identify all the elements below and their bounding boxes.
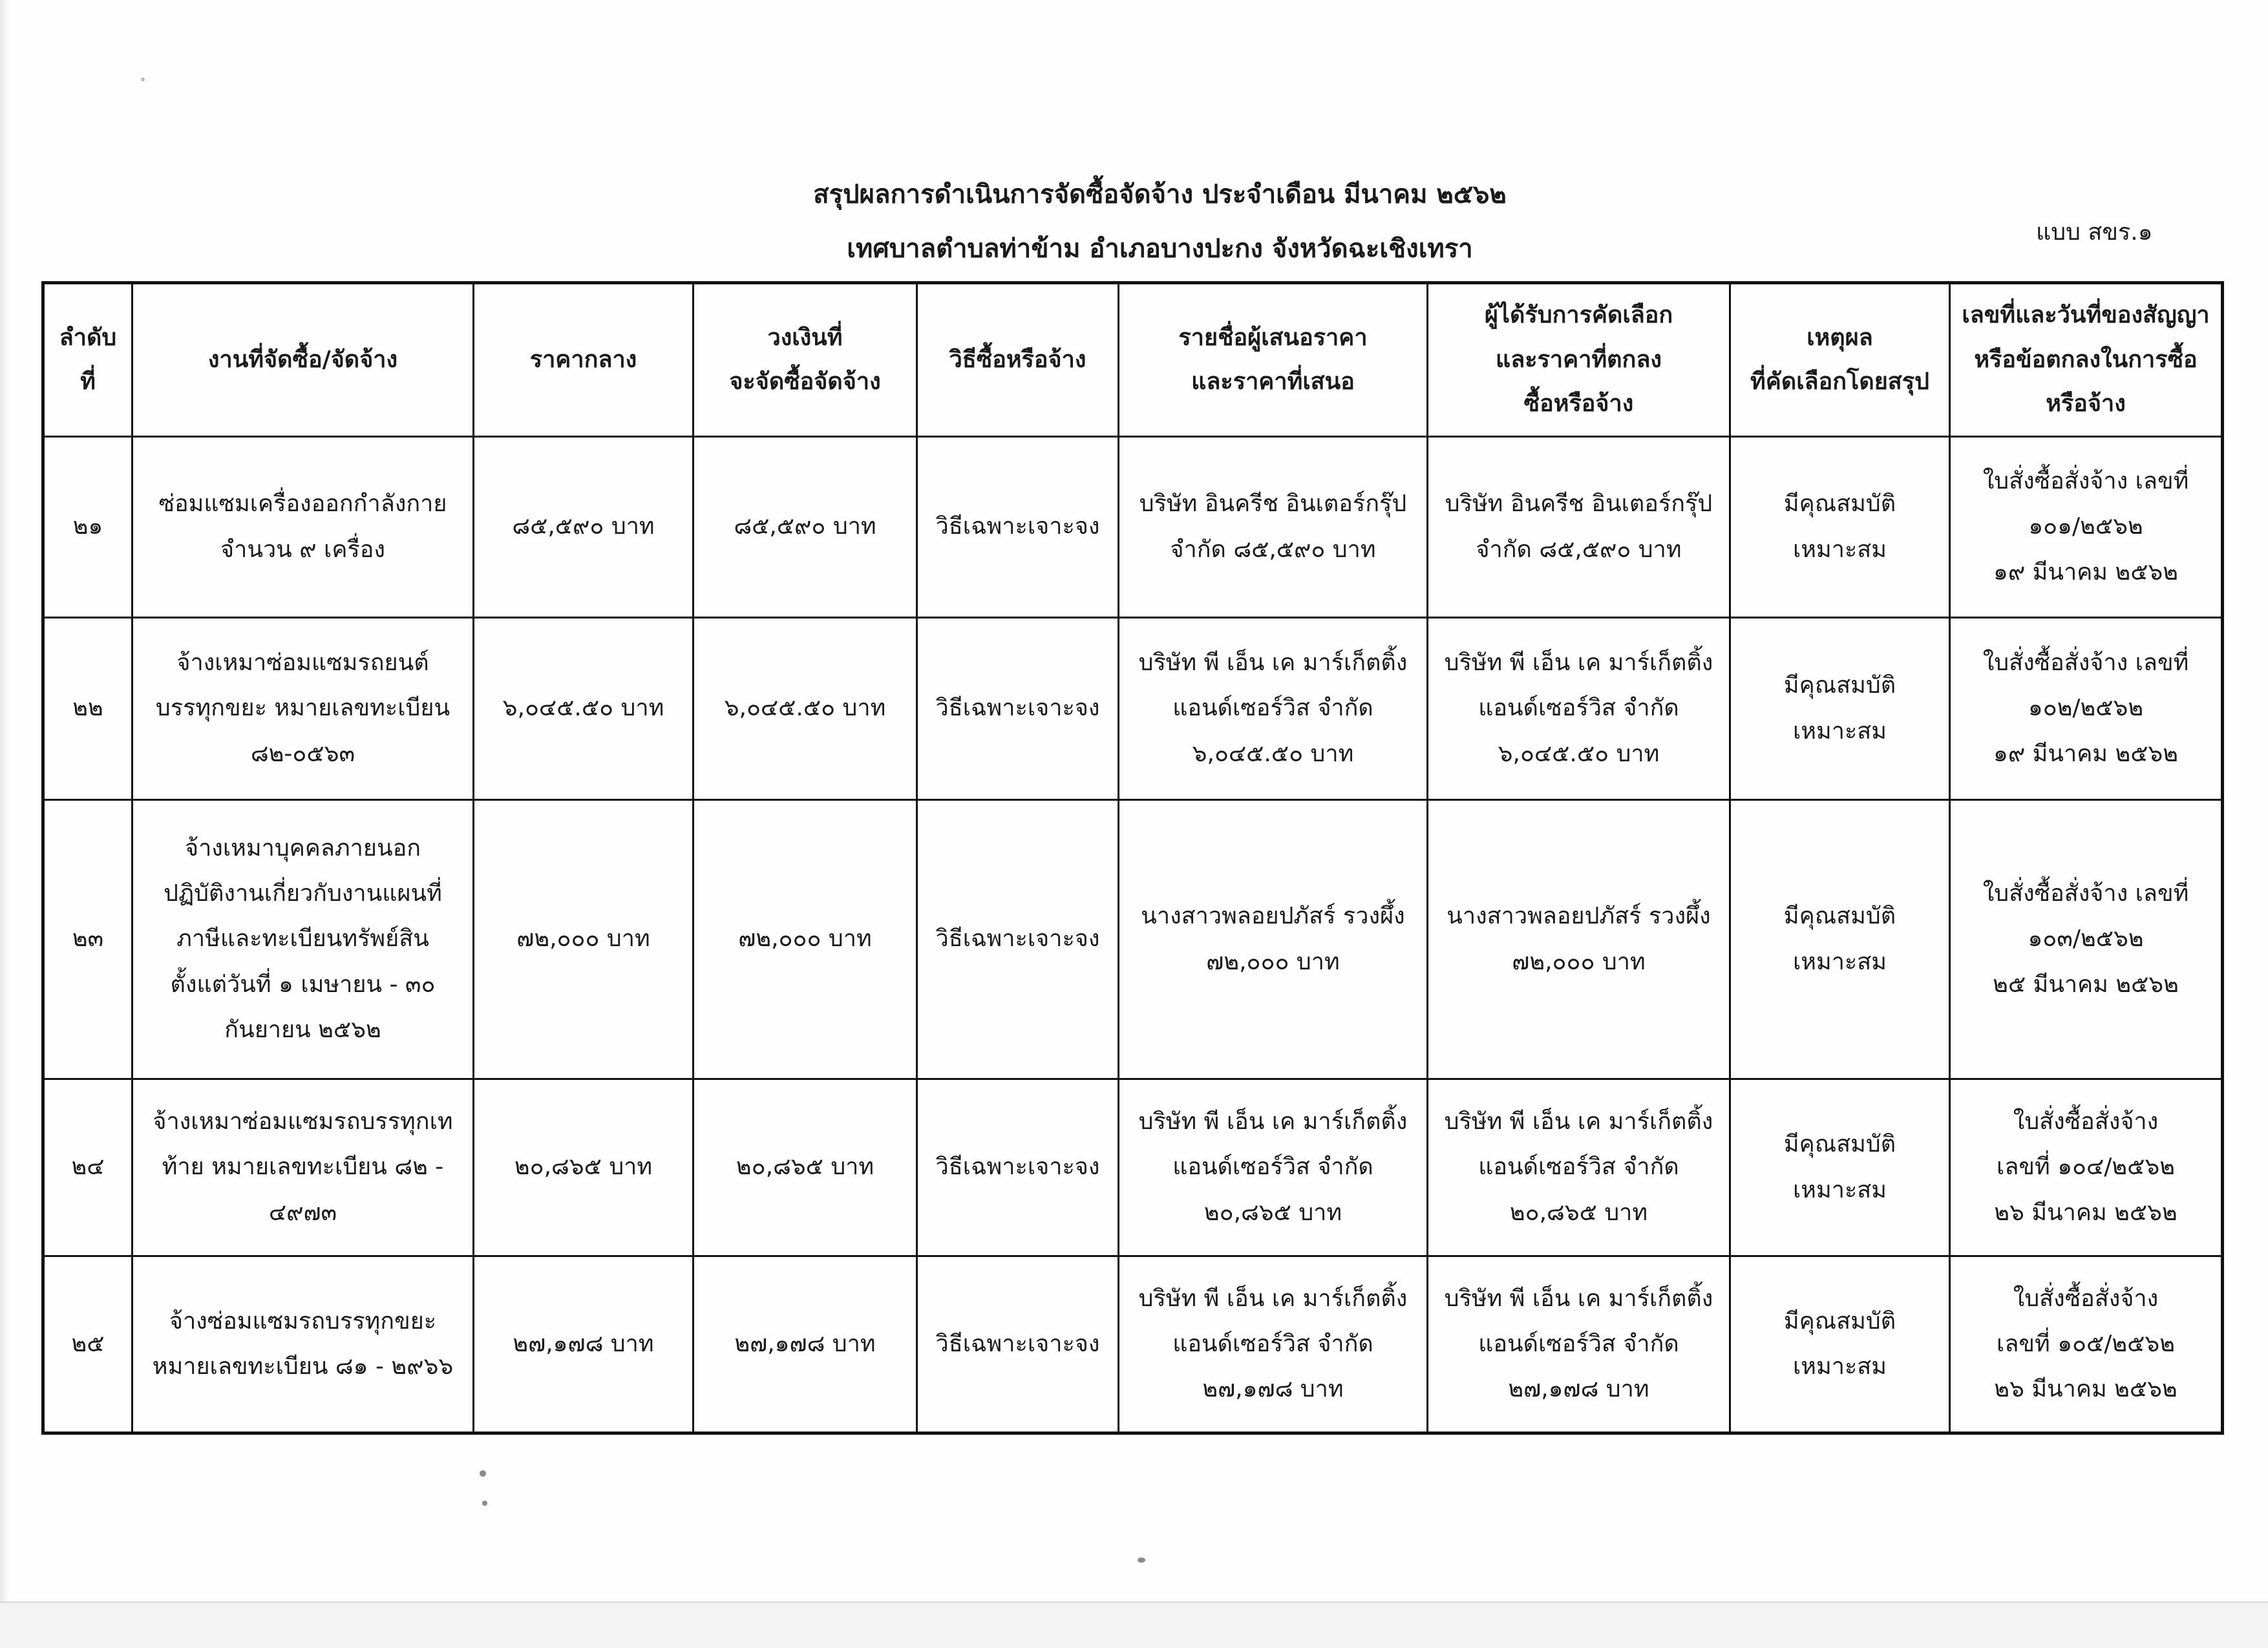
cell-item: จ้างเหมาซ่อมแซมรถบรรทุกเท ท้าย หมายเลขทะเบียน ๘๒ - ๔๙๗๓ xyxy=(132,1079,474,1256)
cell-budget: ๒๗,๑๗๘ บาท xyxy=(694,1256,917,1433)
scan-speck xyxy=(141,78,145,81)
cell-median-price: ๗๒,๐๐๐ บาท xyxy=(474,800,694,1079)
scan-speck xyxy=(480,1470,486,1477)
cell-bidders: บริษัท พี เอ็น เค มาร์เก็ตติ้ง แอนด์เซอร์วิส จำกัด ๒๗,๑๗๘ บาท xyxy=(1119,1256,1428,1433)
cell-median-price: ๘๕,๕๙๐ บาท xyxy=(474,437,694,618)
table-row xyxy=(43,1256,2223,1433)
form-code: แบบ สขร.๑ xyxy=(2036,219,2153,246)
cell-budget: ๗๒,๐๐๐ บาท xyxy=(694,800,917,1079)
cell-reason: มีคุณสมบัติ เหมาะสม xyxy=(1730,1256,1950,1433)
cell-method: วิธีเฉพาะเจาะจง xyxy=(917,437,1119,618)
cell-median-price: ๒๐,๘๖๕ บาท xyxy=(474,1079,694,1256)
cell-contract: ใบสั่งซื้อสั่งจ้าง เลขที่ ๑๐๒/๒๕๖๒ ๑๙ มีนาคม ๒๕๖๒ xyxy=(1950,618,2223,800)
cell-selected: บริษัท อินครีช อินเตอร์กรุ๊ป จำกัด ๘๕,๕๙๐ บาท xyxy=(1428,437,1730,618)
header-reason: เหตุผล ที่คัดเลือกโดยสรุป xyxy=(1730,283,1950,437)
header-bidders: รายชื่อผู้เสนอราคา และราคาที่เสนอ xyxy=(1119,283,1428,437)
cell-bidders: บริษัท อินครีช อินเตอร์กรุ๊ป จำกัด ๘๕,๕๙๐ บาท xyxy=(1119,437,1428,618)
scan-speck xyxy=(1138,1558,1145,1563)
header-selected: ผู้ได้รับการคัดเลือก และราคาที่ตกลง ซื้อหรือจ้าง xyxy=(1428,283,1730,437)
page-subtitle: เทศบาลตำบลท่าข้าม อำเภอบางปะกง จังหวัดฉะเชิงเทรา xyxy=(847,234,1473,264)
cell-method: วิธีเฉพาะเจาะจง xyxy=(917,800,1119,1079)
header-method: วิธีซื้อหรือจ้าง xyxy=(917,283,1119,437)
cell-no: ๒๒ xyxy=(43,618,132,800)
cell-reason: มีคุณสมบัติ เหมาะสม xyxy=(1730,437,1950,618)
procurement-table xyxy=(41,281,2224,1435)
cell-bidders: บริษัท พี เอ็น เค มาร์เก็ตติ้ง แอนด์เซอร์วิส จำกัด ๖,๐๔๕.๕๐ บาท xyxy=(1119,618,1428,800)
cell-bidders: นางสาวพลอยปภัสร์ รวงผึ้ง ๗๒,๐๐๐ บาท xyxy=(1119,800,1428,1079)
header-median-price: ราคากลาง xyxy=(474,283,694,437)
cell-item: ซ่อมแซมเครื่องออกกำลังกาย จำนวน ๙ เครื่อง xyxy=(132,437,474,618)
cell-budget: ๘๕,๕๙๐ บาท xyxy=(694,437,917,618)
cell-reason: มีคุณสมบัติ เหมาะสม xyxy=(1730,1079,1950,1256)
cell-no: ๒๓ xyxy=(43,800,132,1079)
cell-selected: บริษัท พี เอ็น เค มาร์เก็ตติ้ง แอนด์เซอร์วิส จำกัด ๒๐,๘๖๕ บาท xyxy=(1428,1079,1730,1256)
header-budget: วงเงินที่ จะจัดซื้อจัดจ้าง xyxy=(694,283,917,437)
cell-contract: ใบสั่งซื้อสั่งจ้าง เลขที่ ๑๐๓/๒๕๖๒ ๒๕ มีนาคม ๒๕๖๒ xyxy=(1950,800,2223,1079)
cell-contract: ใบสั่งซื้อสั่งจ้าง เลขที่ ๑๐๔/๒๕๖๒ ๒๖ มีนาคม ๒๕๖๒ xyxy=(1950,1079,2223,1256)
header-contract: เลขที่และวันที่ของสัญญา หรือข้อตกลงในการซื้อ หรือจ้าง xyxy=(1950,283,2223,437)
cell-no: ๒๔ xyxy=(43,1079,132,1256)
table-row xyxy=(43,800,2223,1079)
cell-selected: บริษัท พี เอ็น เค มาร์เก็ตติ้ง แอนด์เซอร์วิส จำกัด ๖,๐๔๕.๕๐ บาท xyxy=(1428,618,1730,800)
cell-method: วิธีเฉพาะเจาะจง xyxy=(917,1256,1119,1433)
cell-budget: ๖,๐๔๕.๕๐ บาท xyxy=(694,618,917,800)
page-title: สรุปผลการดำเนินการจัดซื้อจัดจ้าง ประจำเดือน มีนาคม ๒๕๖๒ xyxy=(813,180,1507,209)
cell-contract: ใบสั่งซื้อสั่งจ้าง เลขที่ ๑๐๕/๒๕๖๒ ๒๖ มีนาคม ๒๕๖๒ xyxy=(1950,1256,2223,1433)
cell-selected: นางสาวพลอยปภัสร์ รวงผึ้ง ๗๒,๐๐๐ บาท xyxy=(1428,800,1730,1079)
header-item: งานที่จัดซื้อ/จัดจ้าง xyxy=(132,283,474,437)
cell-reason: มีคุณสมบัติ เหมาะสม xyxy=(1730,800,1950,1079)
cell-item: จ้างเหมาบุคคลภายนอก ปฏิบัติงานเกี่ยวกับงานแผนที่ ภาษีและทะเบียนทรัพย์สิน ตั้งแต่วันที่ ๑ เมษายน - ๓๐ กันยายน ๒๕๖๒ xyxy=(132,800,474,1079)
table-row xyxy=(43,618,2223,800)
header-no: ลำดับที่ xyxy=(43,283,132,437)
cell-no: ๒๑ xyxy=(43,437,132,618)
cell-method: วิธีเฉพาะเจาะจง xyxy=(917,1079,1119,1256)
cell-item: จ้างซ่อมแซมรถบรรทุกขยะ หมายเลขทะเบียน ๘๑ - ๒๙๖๖ xyxy=(132,1256,474,1433)
cell-median-price: ๖,๐๔๕.๕๐ บาท xyxy=(474,618,694,800)
cell-bidders: บริษัท พี เอ็น เค มาร์เก็ตติ้ง แอนด์เซอร์วิส จำกัด ๒๐,๘๖๕ บาท xyxy=(1119,1079,1428,1256)
cell-reason: มีคุณสมบัติ เหมาะสม xyxy=(1730,618,1950,800)
cell-method: วิธีเฉพาะเจาะจง xyxy=(917,618,1119,800)
table-row xyxy=(43,1079,2223,1256)
cell-budget: ๒๐,๘๖๕ บาท xyxy=(694,1079,917,1256)
scan-bottom-edge xyxy=(0,1601,2268,1648)
cell-item: จ้างเหมาซ่อมแซมรถยนต์ บรรทุกขยะ หมายเลขทะเบียน ๘๒-๐๕๖๓ xyxy=(132,618,474,800)
cell-selected: บริษัท พี เอ็น เค มาร์เก็ตติ้ง แอนด์เซอร์วิส จำกัด ๒๗,๑๗๘ บาท xyxy=(1428,1256,1730,1433)
table-header-row xyxy=(43,283,2223,437)
cell-no: ๒๕ xyxy=(43,1256,132,1433)
cell-median-price: ๒๗,๑๗๘ บาท xyxy=(474,1256,694,1433)
table-row xyxy=(43,437,2223,618)
cell-contract: ใบสั่งซื้อสั่งจ้าง เลขที่ ๑๐๑/๒๕๖๒ ๑๙ มีนาคม ๒๕๖๒ xyxy=(1950,437,2223,618)
scan-speck xyxy=(482,1501,487,1506)
